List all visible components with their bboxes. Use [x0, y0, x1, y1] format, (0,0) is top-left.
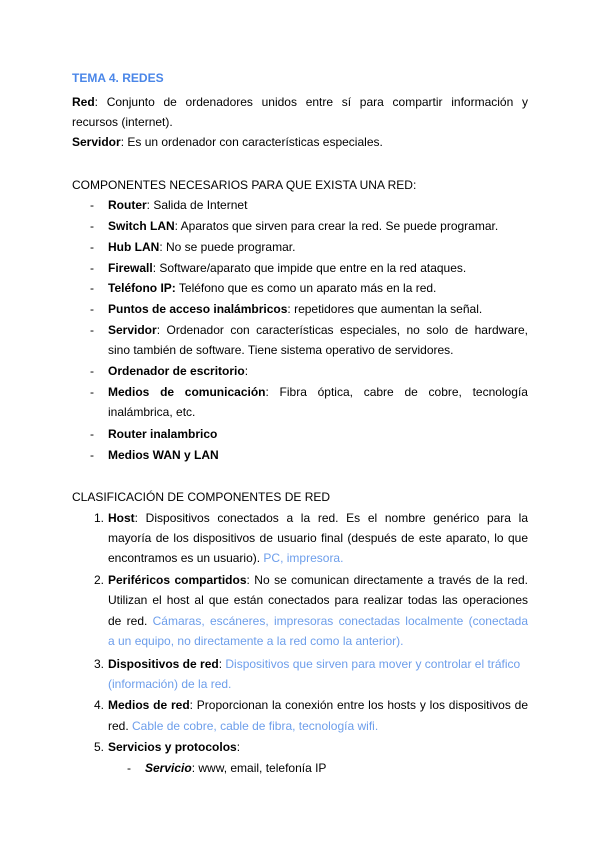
dash-bullet: -: [90, 427, 94, 441]
item-text: Teléfono que es como un aparato más en la red.: [175, 281, 437, 295]
numbered-item: [84, 697, 528, 713]
dash-bullet: -: [90, 261, 94, 275]
item-continuation: [108, 550, 343, 566]
item-text: :: [236, 740, 241, 754]
item-continuation: a un equipo, no directamente a la red como la anterior).: [108, 634, 404, 648]
item-term: Ordenador de escritorio: [108, 364, 245, 378]
list-item-continuation: inalámbrica, etc.: [108, 405, 196, 419]
servidor-term: Servidor: [72, 135, 121, 149]
list-item: [90, 260, 466, 276]
item-text: : Software/aparato que impide que entre en la red ataques.: [152, 261, 467, 275]
item-term: Periféricos compartidos: [108, 573, 247, 587]
item-text: encontramos es un usuario).: [108, 551, 264, 565]
list-item-continuation: sino también de software. Tiene sistema operativo de servidores.: [108, 343, 454, 357]
servidor-def-text: : Es un ordenador con características especiales.: [120, 135, 383, 149]
list-item: [90, 280, 436, 296]
list-item: [90, 239, 295, 255]
item-text: : repetidores que aumentan la señal.: [287, 302, 483, 316]
list-item: [90, 218, 498, 234]
item-term: Servicios y protocolos: [108, 740, 237, 754]
item-example: Cámaras, escáneres, impresoras conectadas localmente (conectada: [152, 614, 528, 628]
item-text: :: [244, 364, 249, 378]
red-term: Red: [72, 95, 95, 109]
dash-bullet: -: [90, 385, 94, 399]
item-text: : No se comunican directamente a través de la red.: [246, 573, 528, 587]
red-definition-line1: [72, 94, 528, 110]
item-term: Servicio: [145, 761, 192, 775]
item-term: Medios de red: [108, 698, 190, 712]
item-number: 5.: [93, 740, 104, 754]
item-term: Hub LAN: [108, 240, 160, 254]
item-text: : Ordenador con características especiales, no solo de hardware,: [156, 323, 528, 337]
servidor-definition: [72, 134, 383, 150]
dash-bullet: -: [90, 323, 94, 337]
dash-bullet: -: [90, 302, 94, 316]
section1-heading: COMPONENTES NECESARIOS PARA QUE EXISTA UNA RED:: [72, 178, 417, 192]
item-example: Dispositivos que sirven para mover y controlar el tráfico: [225, 657, 521, 671]
section2-heading: CLASIFICACIÓN DE COMPONENTES DE RED: [72, 490, 331, 504]
item-text: : Fibra óptica, cabre de cobre, tecnología: [265, 385, 528, 399]
numbered-item: [84, 656, 520, 672]
item-text: : Proporcionan la conexión entre los hosts y los dispositivos de: [189, 698, 529, 712]
list-item: [90, 447, 219, 463]
item-number: 3.: [93, 657, 104, 671]
item-text: : Aparatos que sirven para crear la red. Se puede programar.: [174, 219, 499, 233]
sub-list-item: [127, 760, 326, 776]
item-continuation: [108, 718, 378, 734]
item-term: Teléfono IP:: [108, 281, 176, 295]
item-continuation: mayoría de los dispositivos de usuario final (después de este aparato, lo que: [108, 531, 528, 545]
item-term: Host: [108, 511, 135, 525]
numbered-item: [84, 510, 528, 526]
item-example: Cable de cobre, cable de fibra, tecnología wifi.: [132, 719, 379, 733]
item-term: Switch LAN: [108, 219, 175, 233]
item-continuation: (información) de la red.: [108, 677, 232, 691]
dash-bullet: -: [90, 281, 94, 295]
list-item: [90, 426, 217, 442]
dash-bullet: -: [90, 219, 94, 233]
dash-bullet: -: [90, 198, 94, 212]
item-term: Firewall: [108, 261, 153, 275]
numbered-item: [84, 572, 528, 588]
item-text: : No se puede programar.: [159, 240, 296, 254]
dash-bullet: -: [90, 240, 94, 254]
item-text: : Dispositivos conectados a la red. Es el nombre genérico para la: [134, 511, 528, 525]
item-text: :: [218, 657, 226, 671]
list-item: [90, 363, 248, 379]
item-continuation: Utilizan el host al que están conectados para realizar todas las operaciones: [108, 593, 528, 607]
item-number: 4.: [93, 698, 104, 712]
item-term: Puntos de acceso inalámbricos: [108, 302, 288, 316]
item-term: Dispositivos de red: [108, 657, 219, 671]
item-term: Servidor: [108, 323, 157, 337]
item-term: Router: [108, 198, 147, 212]
item-example: PC, impresora.: [263, 551, 344, 565]
red-definition-line2: recursos (internet).: [72, 115, 173, 129]
list-item: [90, 384, 528, 400]
item-text: : www, email, telefonía IP: [191, 761, 327, 775]
red-def-text: : Conjunto de ordenadores unidos entre sí para compartir información y: [94, 95, 528, 109]
item-term: Medios WAN y LAN: [108, 448, 219, 462]
item-number: 2.: [93, 573, 104, 587]
item-text: de red.: [108, 614, 153, 628]
item-continuation: [108, 613, 528, 629]
item-term: Router inalambrico: [108, 427, 218, 441]
page-title: TEMA 4. REDES: [72, 71, 164, 85]
item-text: : Salida de Internet: [146, 198, 248, 212]
item-number: 1.: [93, 511, 104, 525]
dash-bullet: -: [90, 448, 94, 462]
list-item: [90, 322, 528, 338]
numbered-item: [84, 739, 240, 755]
item-text: red.: [108, 719, 133, 733]
item-term: Medios de comunicación: [108, 385, 266, 399]
list-item: [90, 301, 482, 317]
list-item: [90, 197, 247, 213]
dash-bullet: -: [90, 364, 94, 378]
dash-bullet: -: [127, 761, 131, 775]
